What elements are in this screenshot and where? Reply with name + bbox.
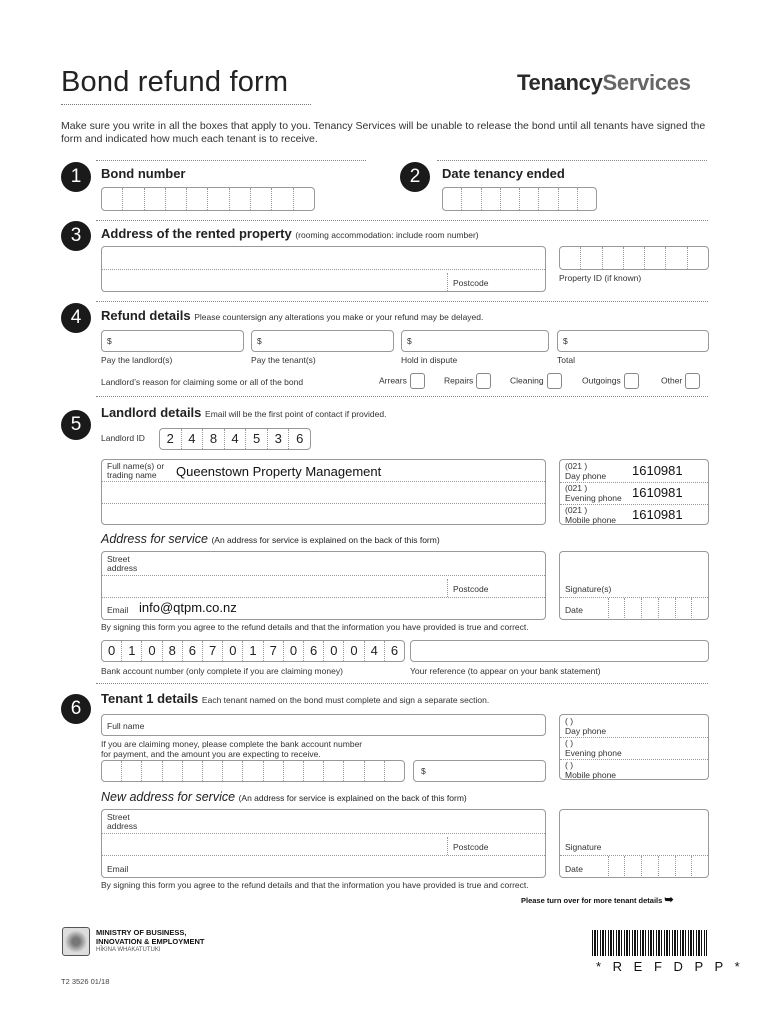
date-label: Date (565, 605, 583, 615)
arrears-option[interactable]: Arrears (379, 373, 425, 389)
hold-in-dispute-input[interactable]: $ (401, 330, 549, 352)
ministry-logo-text: MINISTRY OF BUSINESS, INNOVATION & EMPLOYMENT HĪKINA WHAKATUTUKI (96, 928, 205, 953)
landlord-details-label: Landlord details Email will be the first point of contact if provided. (101, 405, 387, 420)
tenant-signature-box[interactable]: Signature Date (559, 809, 709, 878)
mobile-phone-input[interactable]: (021 ) Mobile phone 1610981 (565, 505, 683, 525)
barcode (592, 930, 707, 956)
email-label: Email (107, 864, 129, 874)
rented-property-address-label: Address of the rented property (rooming accommodation: include room number) (101, 226, 479, 241)
postcode-label: Postcode (453, 584, 489, 594)
divider (96, 301, 708, 302)
divider (437, 160, 707, 161)
landlord-email-value: info@qtpm.co.nz (139, 600, 237, 615)
curved-arrow-icon: ➥ (664, 894, 674, 906)
landlord-address-input[interactable]: Street address Postcode Email info@qtpm.co.nz (101, 551, 546, 620)
divider (96, 396, 708, 397)
bond-number-label: Bond number (101, 166, 186, 181)
property-id-input[interactable] (559, 246, 709, 270)
barcode-text: * R E F D P P * (596, 959, 744, 974)
new-address-for-service-label: New address for service (An address for service is explained on the back of this form) (101, 790, 467, 804)
tenant-mobile-phone-input[interactable]: ( ) Mobile phone (565, 760, 617, 780)
nz-coat-of-arms-icon (62, 927, 90, 956)
cleaning-option[interactable]: Cleaning (510, 373, 562, 389)
total-input[interactable]: $ (557, 330, 709, 352)
tenant-signature-date-input[interactable] (592, 856, 708, 878)
date-tenancy-ended-label: Date tenancy ended (442, 166, 565, 181)
turn-over-note: Please turn over for more tenant details ➥ (521, 894, 674, 906)
day-phone-input[interactable]: (021 ) Day phone 1610981 (565, 461, 683, 481)
divider (96, 220, 708, 221)
landlord-phone-box (559, 459, 709, 525)
title-underline (61, 104, 311, 105)
outgoings-option[interactable]: Outgoings (582, 373, 639, 389)
section-number-1: 1 (61, 162, 91, 192)
section-number-6: 6 (61, 694, 91, 724)
tenant-address-input[interactable]: Street address Postcode Email (101, 809, 546, 878)
bank-account-input[interactable]: 0 1 0 8 6 7 0 1 7 0 6 0 0 4 6 (101, 640, 405, 662)
arrears-checkbox[interactable] (410, 373, 425, 389)
landlord-signature-box[interactable]: Signature(s) Date (559, 551, 709, 620)
tenant-evening-phone-input[interactable]: ( ) Evening phone (565, 738, 622, 758)
landlord-name-input[interactable]: Full name(s) or trading name Queenstown Property Management (101, 459, 546, 525)
section-number-4: 4 (61, 303, 91, 333)
agreement-text: By signing this form you agree to the refund details and that the information you have provided is true and correct. (101, 622, 529, 632)
landlord-id-input[interactable]: 2 4 8 4 5 3 6 (159, 428, 311, 450)
bond-number-input[interactable] (101, 187, 315, 211)
property-id-label: Property ID (if known) (559, 273, 642, 283)
pay-landlord-input[interactable]: $ (101, 330, 244, 352)
repairs-checkbox[interactable] (476, 373, 491, 389)
pay-tenant-label: Pay the tenant(s) (251, 355, 316, 365)
landlord-name-value: Queenstown Property Management (176, 464, 382, 479)
reference-label: Your reference (to appear on your bank statement) (410, 666, 601, 676)
other-checkbox[interactable] (685, 373, 700, 389)
total-label: Total (557, 355, 575, 365)
hold-in-dispute-label: Hold in dispute (401, 355, 458, 365)
tenant-phone-box (559, 714, 709, 780)
bank-account-label: Bank account number (only complete if you are claiming money) (101, 666, 343, 676)
section-number-2: 2 (400, 162, 430, 192)
date-tenancy-ended-input[interactable] (442, 187, 597, 211)
reference-input[interactable] (410, 640, 709, 662)
property-address-input[interactable] (101, 246, 546, 292)
tenant-bank-account-input[interactable] (101, 760, 405, 782)
refund-details-label: Refund details Please countersign any alterations you make or your refund may be delayed. (101, 308, 484, 323)
outgoings-checkbox[interactable] (624, 373, 639, 389)
tenant-amount-input[interactable]: $ (413, 760, 546, 782)
postcode-label: Postcode (453, 842, 489, 852)
cleaning-checkbox[interactable] (547, 373, 562, 389)
claim-instructions: If you are claiming money, please complete the bank account number for payment, and the amount you are expecting to receive. (101, 739, 363, 759)
address-for-service-label: Address for service (An address for service is explained on the back of this form) (101, 532, 440, 546)
section-number-5: 5 (61, 410, 91, 440)
pay-tenant-input[interactable]: $ (251, 330, 394, 352)
tenancy-services-logo: TenancyServices (517, 70, 691, 95)
postcode-label: Postcode (453, 278, 489, 288)
tenant-day-phone-input[interactable]: ( ) Day phone (565, 716, 607, 736)
repairs-option[interactable]: Repairs (444, 373, 491, 389)
email-label: Email (107, 605, 129, 615)
agreement-text: By signing this form you agree to the refund details and that the information you have provided is true and correct. (101, 880, 529, 890)
tenant-details-label: Tenant 1 details Each tenant named on the bond must complete and sign a separate section. (101, 691, 490, 706)
page-title: Bond refund form (61, 66, 289, 98)
pay-landlord-label: Pay the landlord(s) (101, 355, 173, 365)
intro-text: Make sure you write in all the boxes that apply to you. Tenancy Services will be unable to release the bond until all tenants have signed the form and indicated how much each tenant is to receive. (61, 120, 706, 145)
other-option[interactable]: Other (661, 373, 700, 389)
date-label: Date (565, 864, 583, 874)
form-code: T2 3526 01/18 (61, 977, 110, 986)
evening-phone-input[interactable]: (021 ) Evening phone 1610981 (565, 483, 683, 503)
divider (96, 160, 366, 161)
landlord-reason-label: Landlord’s reason for claiming some or all of the bond (101, 377, 304, 387)
tenant-full-name-input[interactable]: Full name (101, 714, 546, 736)
signature-date-input[interactable] (592, 598, 708, 620)
section-number-3: 3 (61, 221, 91, 251)
landlord-id-label: Landlord ID (101, 433, 145, 443)
divider (96, 683, 708, 684)
